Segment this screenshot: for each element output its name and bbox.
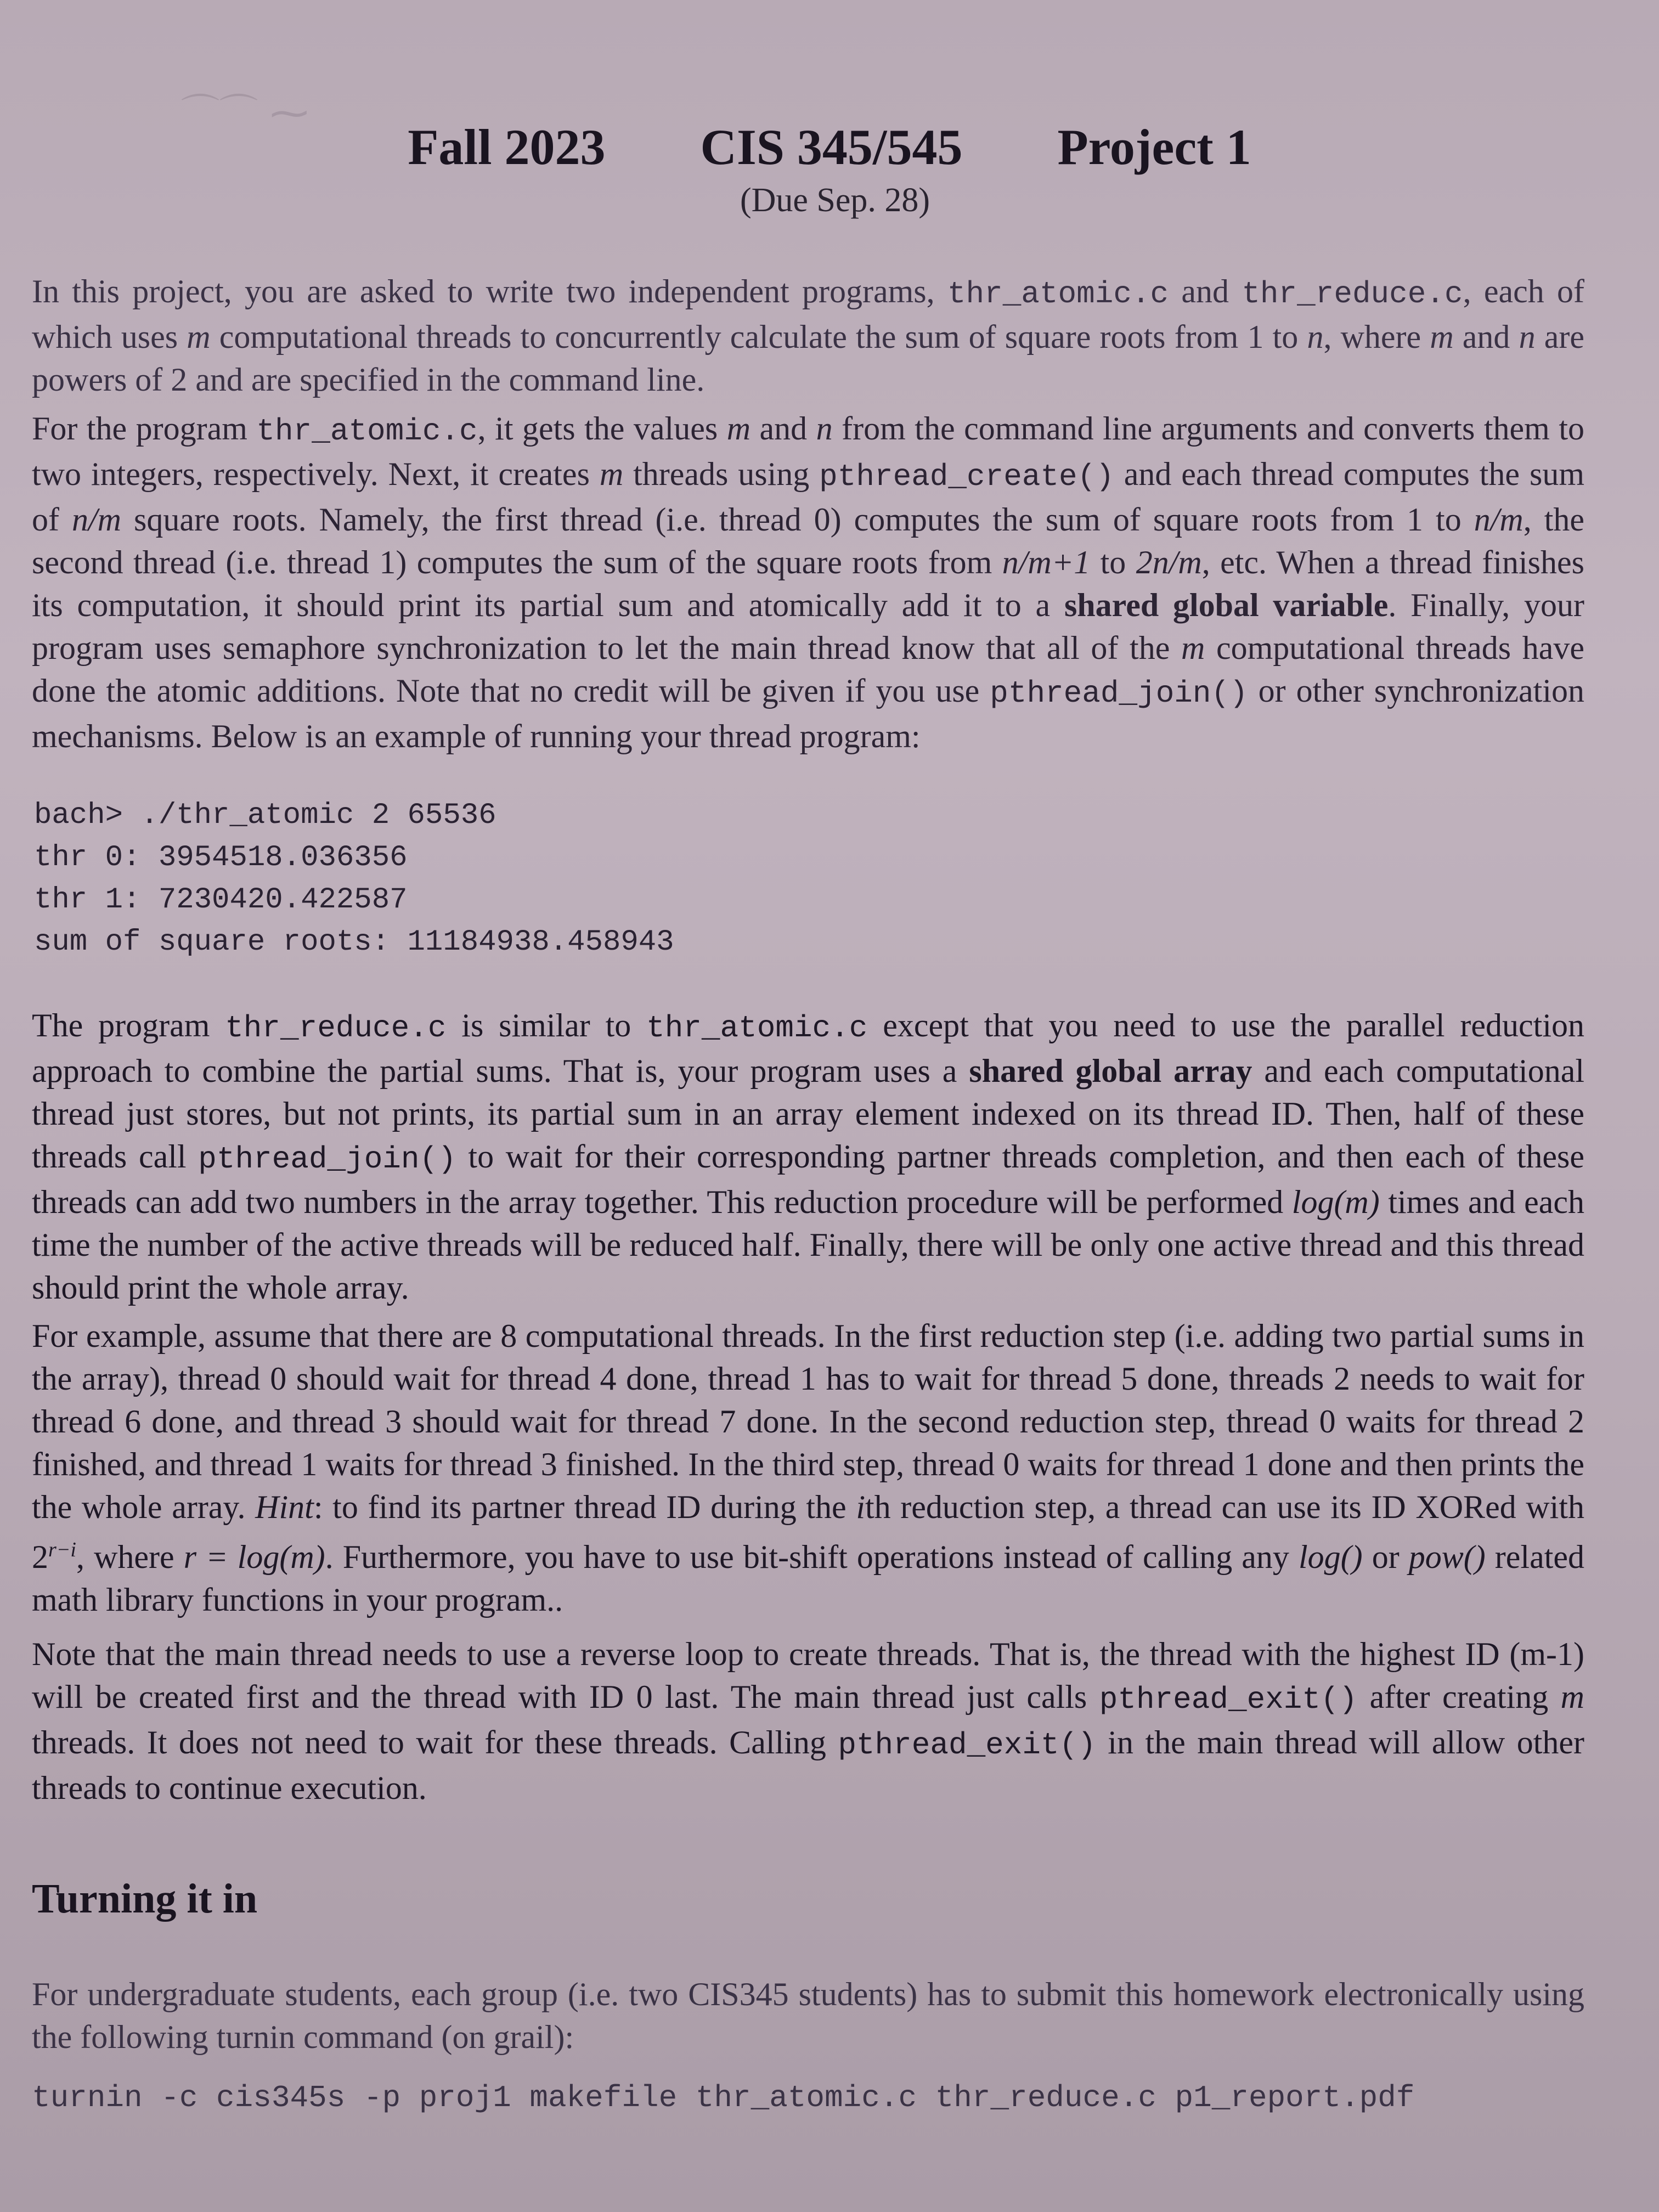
example-paragraph: For example, assume that there are 8 computational threads. In the first reduction step (i.e. adding two partial sums in the array), thread 0 should wait for thread 4 done, thread 1 has to wait for thread 5 done, threads 2 needs to wait for thread 6 done, and thread 3 should wait for thread 7 done. In the second reduction step, thread 0 waits for thread 2 finished, and thread 1 waits for thread 3 finished. In the third step, thread 0 waits for thread 1 done and then prints the the whole array. Hint: to find its partner thread ID during the ith reduction step, a thread can use its ID XORed with $2^{r-i}$, where r = log(m). Furthermore, you have to use bit-shift operations instead of calling any log() or pow() related math library functions in your program.. (32, 1318, 1585, 1618)
thr-reduce-paragraph: The program thr_reduce.c is similar to thr_atomic.c except that you need to use the parallel reduction approach to combine the partial sums. That is, your program uses a shared global array and each computational thread just stores, but not prints, its partial sum in an array element indexed on its thread ID. Then, half of these threads call pthread_join() to wait for their corresponding partner threads completion, and then each of these threads can add two numbers in the array together. This reduction procedure will be performed log(m) times and each time the number of the active threads will be reduced half. Finally, there will be only one active thread and this thread should print the whole array. (32, 1007, 1585, 1306)
turnin-command: turnin -c cis345s -p proj1 makefile thr_atomic.c thr_reduce.c p1_report.pdf (32, 2080, 1415, 2115)
code-line: thr 1: 7230420.422587 (34, 883, 408, 917)
terminal-example (34, 794, 674, 963)
thr-atomic-paragraph: For the program thr_atomic.c, it gets the values m and n from the command line arguments and converts them to two integers, respectively. Next, it creates m threads using pthread_create() and each thread computes the sum of n/m square roots. Namely, the first thread (i.e. thread 0) computes the sum of square roots from 1 to n/m, the second thread (i.e. thread 1) computes the sum of the square roots from n/m+1 to 2n/m, etc. When a thread finishes its computation, it should print its partial sum and atomically add it to a shared global variable. Finally, your program uses semaphore synchronization to let the main thread know that all of the m computational threads have done the atomic additions. Note that no credit will be given if you use pthread_join() or other synchronization mechanisms. Below is an example of running your thread program: (32, 410, 1585, 754)
section-heading: Turning it in (32, 1876, 258, 1922)
turnin-paragraph: For undergraduate students, each group (i.e. two CIS345 students) has to submit this homework electronically using the following turnin command (on grail): (32, 1976, 1584, 2055)
code-line: thr 0: 3954518.036356 (34, 841, 408, 874)
handwritten-scribble: ⌒⌒ ⁓ (181, 91, 309, 136)
project-label: Project 1 (1057, 119, 1251, 175)
course-label: CIS 345/545 (700, 119, 963, 175)
page-header (0, 118, 1659, 176)
main-thread-paragraph: Note that the main thread needs to use a reverse loop to create threads. That is, the thread with the highest ID (m-1) will be created first and the thread with ID 0 last. The main thread just calls pthread_exit() after creating m threads. It does not need to wait for these threads. Calling pthread_exit() in the main thread will allow other threads to continue execution. (32, 1636, 1584, 1806)
code-line: sum of square roots: 11184938.458943 (34, 926, 674, 959)
due-date: (Due Sep. 28) (740, 182, 930, 219)
code-line: bach> ./thr_atomic 2 65536 (34, 799, 496, 832)
intro-paragraph: In this project, you are asked to write two independent programs, thr_atomic.c and thr_reduce.c, each of which uses m computational threads to concurrently calculate the sum of square roots from 1 to n, where m and n are powers of 2 and are specified in the command line. (32, 273, 1584, 398)
term-label: Fall 2023 (408, 119, 606, 175)
